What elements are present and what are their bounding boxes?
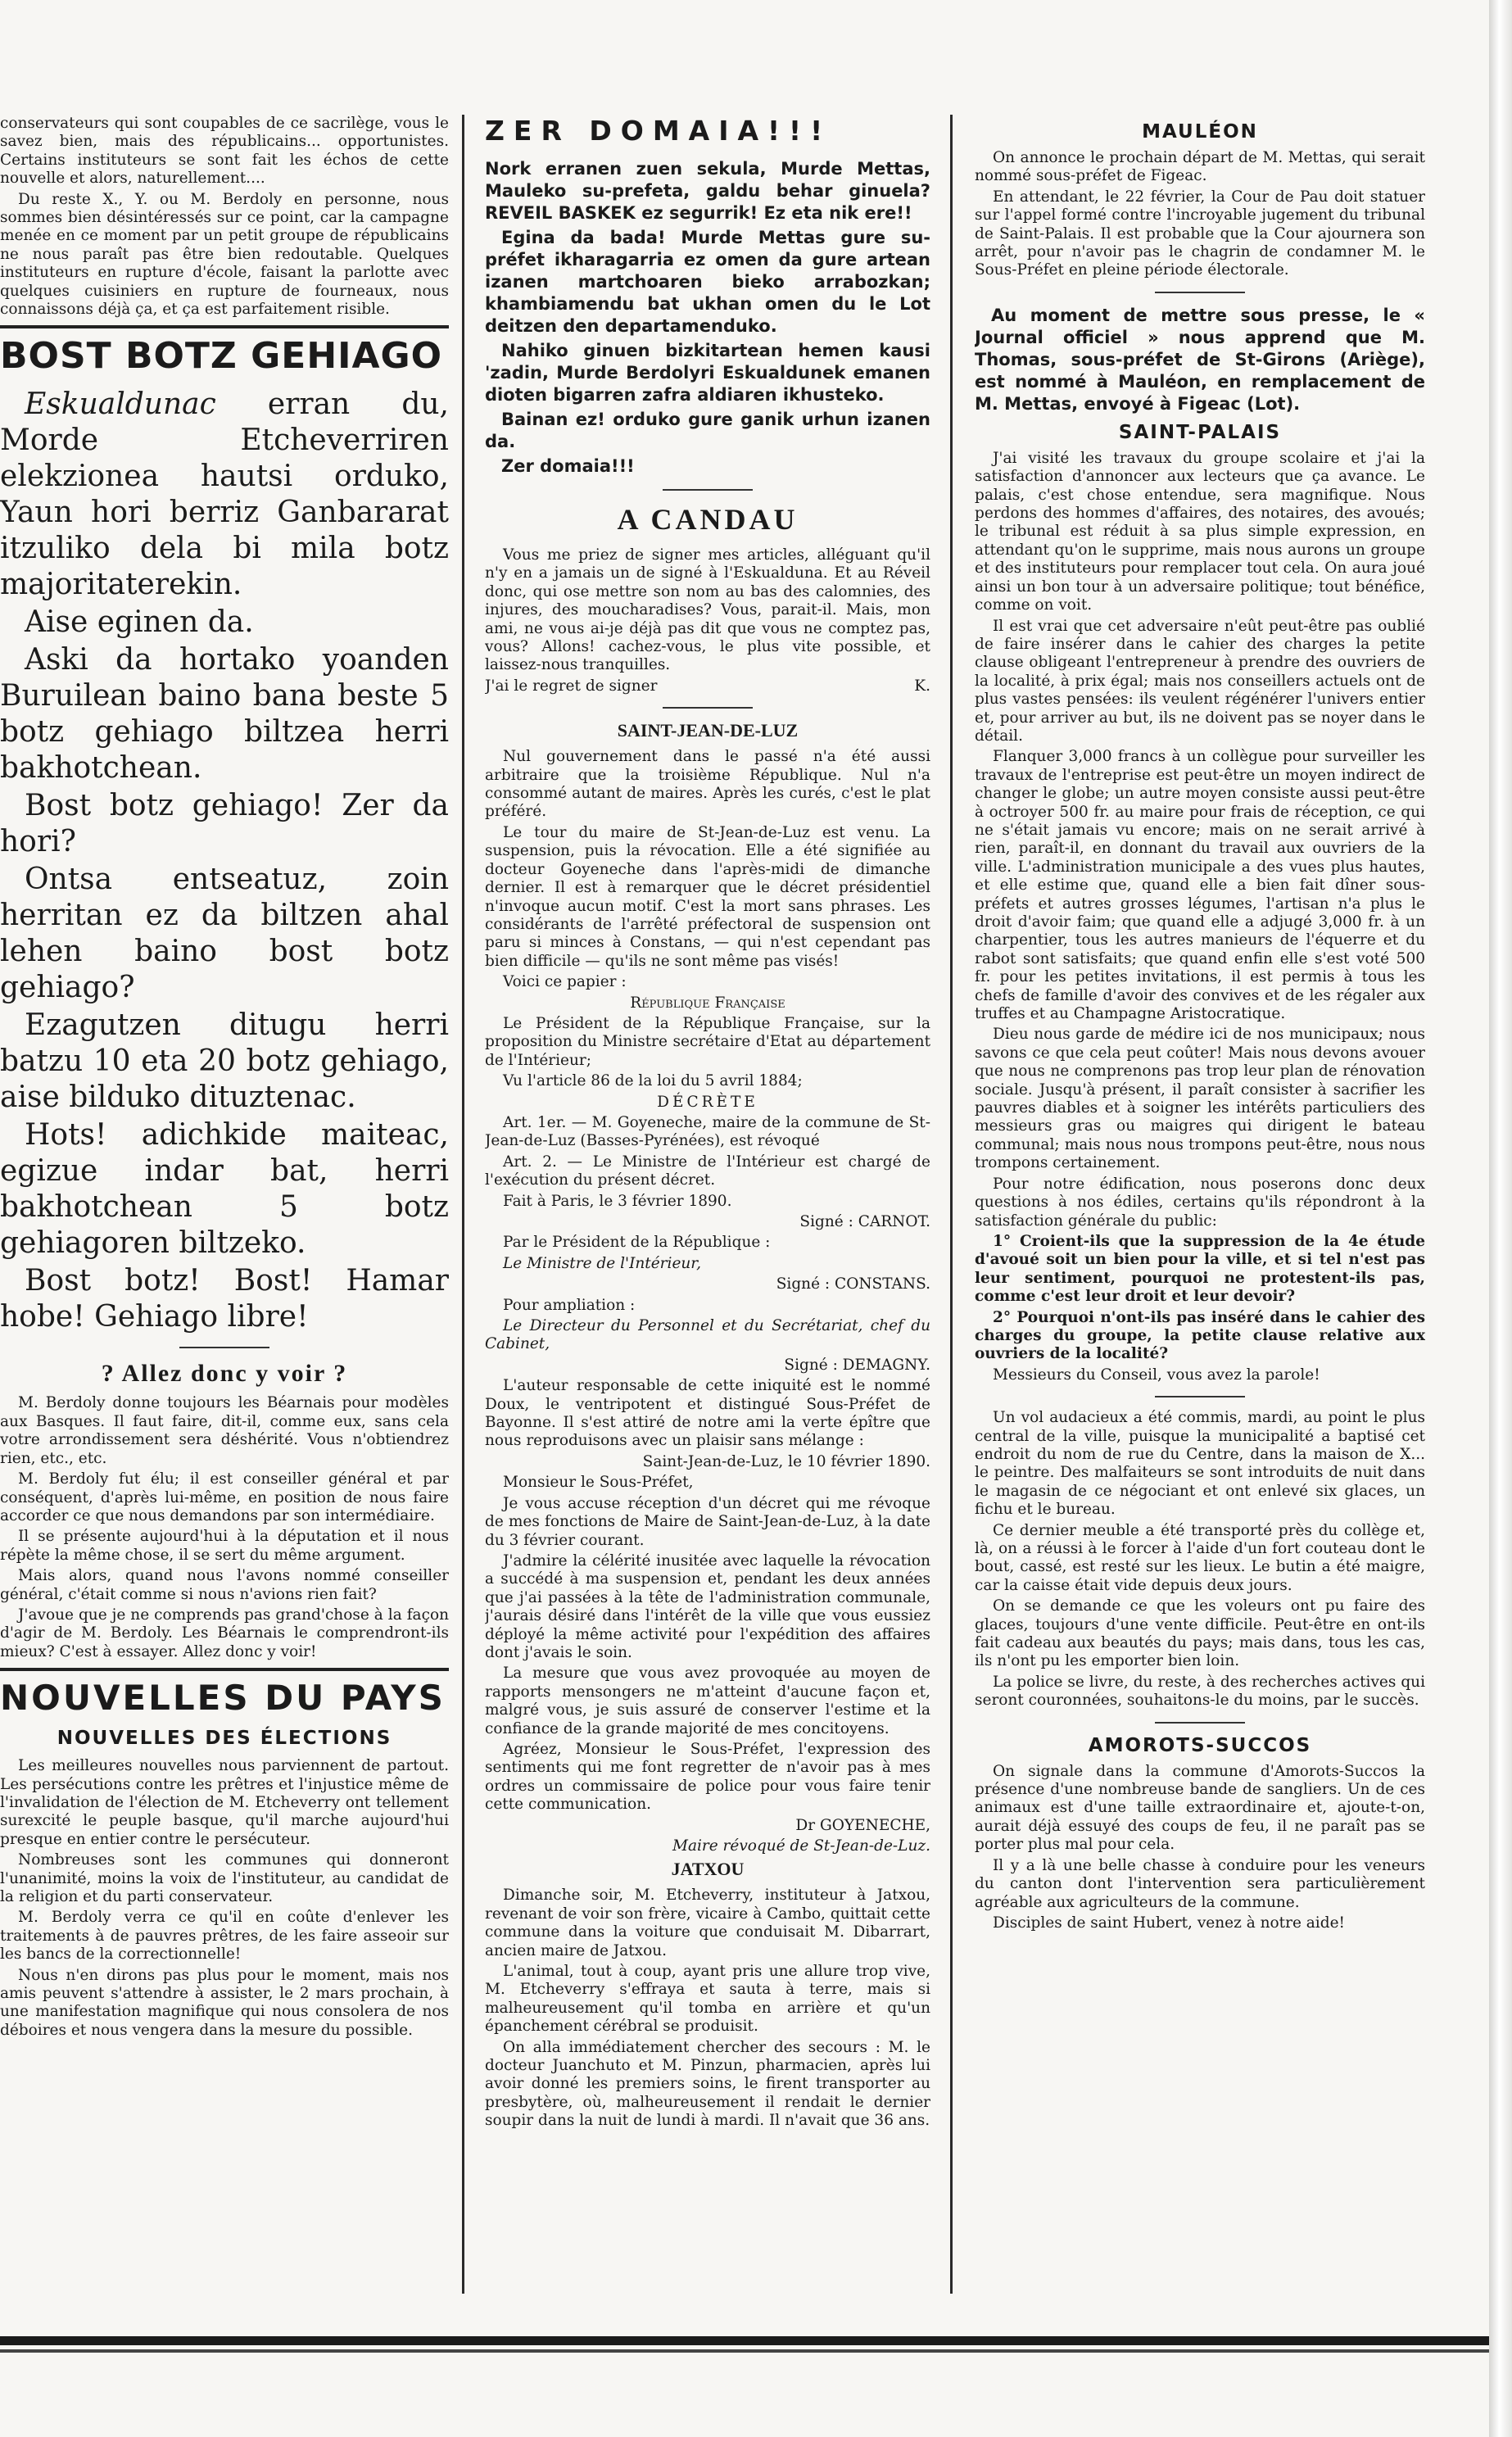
elections-paragraph: Nous n'en dirons pas plus pour le moment, mais nos amis peuvent s'attendre à assister, le 2 mars prochain, à une manifestation magnifique qui nous consolera de nos déboires et nous vengera dans la mesure du possible. <box>0 1966 449 2039</box>
candau-title: A CANDAU <box>617 503 799 536</box>
zer-paragraph: Nork erranen zuen sekula, Murde Mettas, Mauleko su-prefeta, galdu behar ginuela? REVEIL BASKEK ez segurrik! Ez eta nik ere!! <box>485 159 930 223</box>
divider <box>0 1668 449 1671</box>
divider <box>0 325 449 328</box>
sjdl-paragraph: Le tour du maire de St-Jean-de-Luz est venu. La suspension, puis la révocation. Elle a été signifiée au docteur Goyeneche dans l'après-midi de dimanche dernier. Il est à remarquer que le décret présidentiel n'invoque aucun motif. C'est la mort sans phrases. Les considérants de l'arrêté préfectoral de suspension ont paru si minces à Constans, — qui n'est cependant pas bien difficile — qu'ils ne sont même pas visés! <box>485 823 930 970</box>
page-edge <box>1489 0 1512 2437</box>
bost-paragraph: Ezagutzen ditugu herri batzu 10 eta 20 botz gehiago, aise bilduko dituztenac. <box>0 1008 449 1115</box>
letter-date: Saint-Jean-de-Luz, le 10 février 1890. <box>642 1452 930 1470</box>
bost-paragraph: Bost botz! Bost! Hamar hobe! Gehiago libre! <box>0 1264 449 1334</box>
allez-paragraph: Mais alors, quand nous l'avons nommé conseiller général, c'était comme si nous n'avions rien fait? <box>0 1567 449 1603</box>
divider <box>1155 1396 1245 1397</box>
divider <box>1155 292 1245 293</box>
bost-lead <box>0 387 449 603</box>
letter-paragraph: Agréez, Monsieur le Sous-Préfet, l'expression des sentiments qui me font regretter de n'avoir pas à mes ordres un commissaire de police pour vous faire tenir cette communication. <box>485 1740 930 1814</box>
zer-domaia-title: ZER DOMAIA!!! <box>485 115 832 147</box>
divider <box>1155 1722 1245 1724</box>
jatxou-paragraph: On alla immédiatement chercher des secours : M. le docteur Juanchuto et M. Pinzun, pharmacien, après lui avoir donné les premiers soins, le firent transporter au presbytère, où, malheureusement il rendait le dernier soupir dans la nuit de lundi à mardi. Il n'avait que 36 ans. <box>485 2038 930 2130</box>
bottom-rule-thin <box>0 2349 1489 2353</box>
bottom-rule <box>0 2336 1489 2345</box>
bost-paragraph: Bost botz gehiago! Zer da hori? <box>0 789 449 859</box>
bost-paragraph: Ontsa entseatuz, zoin herritan ez da biltzen ahal lehen baino bost botz gehiago? <box>0 863 449 1005</box>
art-paragraph: Art. 2. — Le Ministre de l'Intérieur est chargé de l'exécution du présent décret. <box>485 1153 930 1189</box>
saint-palais-paragraph: Messieurs du Conseil, vous avez la parole! <box>993 1366 1320 1384</box>
intro-paragraph-1: conservateurs qui sont coupables de ce sacrilège, vous le savez bien, mais des républicains... opportunistes. Certains instituteurs se sont fait les échos de cette nouvelle et alors, naturellement.... <box>0 115 449 188</box>
saint-palais-paragraph: Dieu nous garde de médire ici de nos municipaux; nous savons ce que cela peut coûter! Mais nous devons avouer que nous ne comprenons pas trop leur plan de rénovation sociale. Jusqu'à présent, il paraît consister à sacrifier les pauvres diables et à soigner les intérêts particuliers des messieurs gras ou maigres qui dirigent le bateau communal; mais nous nous trompons peut-être, nous nous trompons certainement. <box>975 1026 1425 1172</box>
saint-palais-paragraph: J'ai visité les travaux du groupe scolaire et j'ai la satisfaction d'annoncer aux lecteurs que ça avance. Le palais, c'est chose entendue, sera magnifique. Nous perdons des hommes d'affaires, des notaires, des avoués; le tribunal est réduit à sa plus simple expression, en attendant qu'on le supprime, mais nous aurons un groupe et des instituteurs pour remplacer tout cela. On aura joué ainsi un bon tour à un adversaire politique; tout bénéfice, comme on voit. <box>975 449 1425 614</box>
bost-paragraph: Aski da hortako yoanden Buruilean baino bana beste 5 botz gehiago biltzea herri bakhotchean. <box>0 643 449 786</box>
zer-paragraph: Nahiko ginuen bizkitartean hemen kausi 'zadin, Murde Berdolyri Eskualdunek emanen dioten bigarren zafra aldiaren ikhusteko. <box>485 341 930 405</box>
amorots-paragraph: Il y a là une belle chasse à conduire pour les veneurs du canton dont l'intervention sera particulièrement agréable aux agriculteurs de la commune. <box>975 1856 1425 1911</box>
divider <box>663 707 753 709</box>
saint-palais-paragraph: Pour notre édification, nous poserons donc deux questions à nos édiles, certains qu'ils répondront à la satisfaction générale du public: <box>975 1175 1425 1230</box>
letter-salutation: Monsieur le Sous-Préfet, <box>503 1474 694 1492</box>
mauleon-title: MAULÉON <box>1142 121 1258 143</box>
letter-paragraph: J'admire la célérité inusitée avec laquelle la révocation a succédé à ma suspension et, pendant les deux années que j'ai passées à la tête de l'administration communale, j'aurais désiré dans l'intérêt de la ville que vous eussiez déployé la même activité pour l'expédition des affaires dont j'avais le soin. <box>485 1551 930 1661</box>
decrete-heading: DÉCRÈTE <box>657 1093 758 1111</box>
allez-paragraph: M. Berdoly donne toujours les Béarnais pour modèles aux Basques. Il faut faire, dit-il, comme eux, sans cela votre arrondissement sera déshérité. Vous n'obtiendrez rien, etc., etc. <box>0 1394 449 1467</box>
signe-constans: Signé : CONSTANS. <box>776 1275 930 1293</box>
bost-lead-em: Eskualdunac <box>25 387 216 422</box>
zer-paragraph: Egina da bada! Murde Mettas gure su-préfet ikharagarria ez omen da gure artean izanen martchoaren bieko arrabozkan; khambiamendu bat ukhan omen du le Lot deitzen den departamenduko. <box>485 228 930 336</box>
elections-paragraph: Nombreuses sont les communes qui donneront l'unanimité, moins la voix de l'instituteur, au candidat de la religion et du parti conservateur. <box>0 1851 449 1905</box>
allez-paragraph: J'avoue que je ne comprends pas grand'chose à la façon d'agir de M. Berdoly. Les Béarnais le comprendront-ils mieux? C'est à essayer. Allez donc y voir! <box>0 1606 449 1660</box>
signe-demagny: Signé : DEMAGNY. <box>784 1356 930 1374</box>
saint-palais-title: SAINT-PALAIS <box>1118 421 1282 443</box>
vol-paragraph: On se demande ce que les voleurs ont pu faire des glaces, toujours d'une vente difficile. Peut-être en ont-ils fait cadeau aux beautés du pays; mais dans, tous les cas, ils n'ont pu les emporter bien loin. <box>975 1597 1425 1670</box>
mauleon-paragraph: On annonce le prochain départ de M. Mettas, qui serait nommé sous-préfet de Figeac. <box>975 149 1425 185</box>
decret-paragraph: Vu l'article 86 de la loi du 5 avril 1884; <box>503 1072 803 1090</box>
allez-paragraph: M. Berdoly fut élu; il est conseiller général et par conséquent, d'après lui-même, en position de nous faire accorder ce que nous demandons par son intermédiaire. <box>0 1470 449 1524</box>
bost-paragraph: Aise eginen da. <box>25 605 254 640</box>
elections-paragraph: Les meilleures nouvelles nous parviennent de partout. Les persécutions contre les prêtres et l'injustice même de l'invalidation de l'élection de M. Etcheverry ont tellement surexcité le peuple basque, qu'il marche aujourd'hui presque en entier contre le persécuteur. <box>0 1757 449 1848</box>
par-president: Par le Président de la République : <box>503 1234 771 1252</box>
jatxou-title: JATXOU <box>671 1859 745 1880</box>
divider <box>179 1347 269 1348</box>
art-paragraph: Art. 1er. — M. Goyeneche, maire de la commune de St-Jean-de-Luz (Basses-Pyrénées), est révoqué <box>485 1113 930 1150</box>
column-right <box>975 115 1425 1935</box>
column-rule <box>462 115 464 2294</box>
zer-paragraph: Bainan ez! orduko gure ganik urhun izanen da. <box>485 410 930 451</box>
candau-paragraph: Vous me priez de signer mes articles, alléguant qu'il n'y en a jamais un de signé à l'Eskualduna. Et au Réveil donc, qui ose mettre son nom au bas des calomnies, des injures, des moucharadises? Vous, parait-il. Mais, mon ami, ne vous ai-je déjà pas dit que vous ne comptez pas, vous? Allons! cachez-vous, le plus vite possible, et laissez-nous tranquilles. <box>485 546 930 674</box>
allez-paragraph: Il se présente aujourd'hui à la députation et il nous répète la même chose, il se sert du même argument. <box>0 1528 449 1564</box>
jatxou-paragraph: Dimanche soir, M. Etcheverry, instituteur à Jatxou, revenant de voir son frère, vicaire à Cambo, quittait cette commune dans la voiture que conduisait M. Dibarrart, ancien maire de Jatxou. <box>485 1887 930 1959</box>
vol-paragraph: La police se livre, du reste, à des recherches actives qui seront couronnées, souhaitons-le du moins, par le succès. <box>975 1673 1425 1710</box>
amorots-title: AMOROTS-SUCCOS <box>1088 1734 1312 1756</box>
candau-signature-line <box>485 677 930 695</box>
ministre: Le Ministre de l'Intérieur, <box>503 1254 701 1272</box>
zer-paragraph: Zer domaia!!! <box>501 456 635 476</box>
amorots-paragraph: On signale dans la commune d'Amorots-Succos la présence d'une nombreuse bande de sangliers. Un de ces animaux est d'une taille extraordinaire et, ajoute-t-on, aurait déjà essuyé des coups de feu, il ne paraît pas se porter plus mal pour cela. <box>975 1762 1425 1854</box>
saint-palais-question: 1° Croient-ils que la suppression de la 4e étude d'avoué soit un bien pour la ville, et si tel n'est pas leur sentiment, pourquoi ne protestent-ils pas, comme c'est leur droit et leur devoir? <box>975 1232 1425 1306</box>
divider <box>663 489 753 491</box>
amorots-signoff: Disciples de saint Hubert, venez à notre aide! <box>993 1914 1345 1932</box>
letter-signature: Dr GOYENECHE, <box>795 1816 930 1834</box>
jatxou-paragraph: L'animal, tout à coup, ayant pris une allure trop vive, M. Etcheverry s'effraya et sauta à terre, mais si malheureusement qu'il tomba en arrière et qu'un épanchement cérébral se produisit. <box>485 1963 930 2036</box>
intro-paragraph-2: Du reste X., Y. ou M. Berdoly en personne, nous sommes bien désintéressés sur ce point, car la campagne menée en ce moment par un petit groupe de républicains ne nous paraît pas être bien redoutable. Quelques instituteurs en rupture d'école, faisant la parlotte avec quelques cuisiniers en rupture de fourneaux, nous connaissons déjà ça, et ça est parfaitement risible. <box>0 190 449 319</box>
art-paragraph: Fait à Paris, le 3 février 1890. <box>503 1192 732 1210</box>
bost-lead-rest: erran du, Morde Etcheverriren elekzionea hautsi orduko, Yaun hori berriz Ganbararat itzuliko dela bi mila botz majoritaterekin. <box>0 387 449 602</box>
allez-title: ? Allez donc y voir ? <box>101 1360 348 1388</box>
mauleon-paragraph: En attendant, le 22 février, la Cour de Pau doit statuer sur l'appel formé contre l'incroyable jugement du tribunal de Saint-Palais. Il est probable que la Cour ajournera son arrêt, pour n'avoir pas le chagrin de condamner M. le Sous-Préfet en pleine période électorale. <box>975 188 1425 279</box>
elections-title: NOUVELLES DES ÉLECTIONS <box>57 1728 392 1750</box>
signe-carnot: Signé : CARNOT. <box>799 1213 930 1230</box>
column-rule <box>950 115 953 2294</box>
candau-sig-right: K. <box>914 677 930 695</box>
directeur: Le Directeur du Personnel et du Secrétariat, chef du Cabinet, <box>485 1317 930 1353</box>
sjdl-paragraph: Voici ce papier : <box>503 973 627 991</box>
nouvelles-title: NOUVELLES DU PAYS <box>0 1678 446 1719</box>
vol-paragraph: Un vol audacieux a été commis, mardi, au point le plus central de la ville, puisque la municipalité a baptisé cet endroit du nom de rue du Centre, dans la maison de X... le peintre. Des malfaiteurs se sont introduits de nuit dans le magasin de ce négociant et ont enlevé six glaces, un fichu et le bureau. <box>975 1409 1425 1519</box>
auteur-paragraph: L'auteur responsable de cette iniquité est le nommé Doux, le ventripotent et distingué Sous-Préfet de Bayonne. Il s'est attiré de notre ami la verte épître que nous reproduisons avec un plaisir sans mélange : <box>485 1377 930 1450</box>
elections-paragraph: M. Berdoly verra ce qu'il en coûte d'enlever les traitements à de pauvres prêtres, de les faire asseoir sur les bancs de la correctionnelle! <box>0 1909 449 1964</box>
bost-botz-title: BOST BOTZ GEHIAGO <box>0 335 443 378</box>
pour-ampliation: Pour ampliation : <box>503 1296 636 1314</box>
sjdl-paragraph: Nul gouvernement dans le passé n'a été aussi arbitraire que la troisième République. Nul n'a consommé autant de maires. Après les curés, c'est le plat préféré. <box>485 748 930 821</box>
saint-palais-paragraph: Flanquer 3,000 francs à un collègue pour surveiller les travaux de l'entreprise est peut-être un moyen indirect de changer le globe; un autre moyen consiste aussi peut-être à octroyer 500 fr. au maire pour frais de réception, ce qui ne s'était jamais vu encore; mais on ne serait arrivé à rien, paraît-il, en donnant du travail aux ouvriers de la ville. L'administration municipale a des vues plus hautes, et elle estime que, quand elle a bien fait dîner sous-préfets et autres grosses légumes, l'artisan n'a plus le droit d'avoir faim; que quand elle a adjugé 3,000 fr. à un charpentier, tous les autres manieurs de l'équerre et du rabot sont satisfaits; que quand enfin elle s'est voté 500 fr. pour les petites invitations, il est permis à tous les chefs de famille d'avoir des convives et de les régaler aux truffes et au Champagne Aristocratique. <box>975 748 1425 1023</box>
letter-signature-title: Maire révoqué de St-Jean-de-Luz. <box>672 1837 930 1855</box>
saint-palais-question: 2° Pourquoi n'ont-ils pas inséré dans le cahier des charges du groupe, la petite clause relative aux ouvriers de la localité? <box>975 1308 1425 1363</box>
saint-palais-paragraph: Il est vrai que cet adversaire n'eût peut-être pas oublié de faire insérer dans le cahier des charges la petite clause obligeant l'entrepreneur à prendre des ouvriers de la localité, à prix égal; mais nos conseillers actuels ont de plus vastes pensées: ils veulent régénérer l'univers entier et, pour arriver au but, ils ne doivent pas se noyer dans le détail. <box>975 617 1425 745</box>
column-middle <box>485 115 930 2133</box>
bost-paragraph: Hots! adichkide maiteac, egizue indar bat, herri bakhotchean 5 botz gehiagoren biltzeko. <box>0 1118 449 1261</box>
letter-paragraph: La mesure que vous avez provoquée au moyen de rapports mensongers ne m'atteint d'aucune façon et, malgré vous, je suis assuré de conserver l'estime et la confiance de la grande majorité de mes concitoyens. <box>485 1665 930 1737</box>
sjdl-title: SAINT-JEAN-DE-LUZ <box>617 720 799 741</box>
stop-press: Au moment de mettre sous presse, le « Journal officiel » nous apprend que M. Thomas, sous-préfet de St-Girons (Ariège), est nommé à Mauléon, en remplacement de M. Mettas, envoyé à Figeac (Lot). <box>975 305 1425 414</box>
vol-paragraph: Ce dernier meuble a été transporté près du collège et, là, on a réussi à le forcer à l'aide d'un fort couteau dont le bout, cassé, est resté sur les lieux. Le butin a été maigre, car la caisse était vide depuis deux jours. <box>975 1521 1425 1594</box>
decret-paragraph: Le Président de la République Française, sur la proposition du Ministre secrétaire d'Etat au département de l'Intérieur; <box>485 1014 930 1069</box>
letter-paragraph: Je vous accuse réception d'un décret qui me révoque de mes fonctions de Maire de Saint-Jean-de-Luz, à la date du 3 février courant. <box>485 1494 930 1549</box>
candau-sig-left: J'ai le regret de signer <box>485 677 658 695</box>
column-left <box>0 115 449 2042</box>
rf-title: République Française <box>630 994 785 1012</box>
